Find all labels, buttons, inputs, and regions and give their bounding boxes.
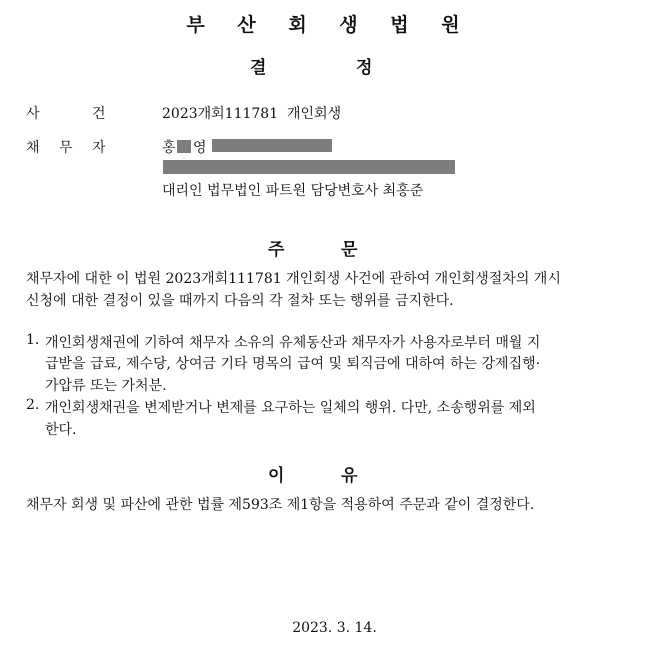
debtor-label-2: 무: [59, 140, 73, 156]
order-item-1-number: 1.: [26, 332, 40, 348]
debtor-name-last: 영: [193, 140, 207, 156]
redacted-address-block: [163, 160, 455, 174]
decision-date: 2023. 3. 14.: [292, 620, 377, 636]
order-item-2-line-1: 개인회생채권을 변제받거나 변제를 요구하는 일체의 행위. 다만, 소송행위를 제외: [45, 400, 536, 416]
reason-heading-right: 유: [341, 466, 358, 486]
debtor-label-1: 채: [26, 140, 40, 156]
order-item-2-line-2: 한다.: [45, 422, 77, 438]
redacted-id-block: [212, 139, 332, 152]
debtor-label-3: 자: [92, 140, 106, 156]
redacted-name-block: [177, 140, 191, 153]
order-heading-left: 주: [268, 240, 285, 260]
order-heading-right: 문: [341, 240, 358, 260]
order-item-1-line-1: 개인회생채권에 기하여 채무자 소유의 유체동산과 채무자가 사용자로부터 매월 지: [45, 335, 541, 351]
case-label-1: 사: [26, 106, 40, 122]
order-item-1-line-3: 가압류 또는 가처분.: [45, 378, 167, 394]
case-number: 2023개회111781 개인회생: [162, 106, 342, 122]
order-paragraph-line-2: 신청에 대한 결정이 있을 때까지 다음의 각 절차 또는 행위를 금지한다.: [26, 293, 454, 309]
reason-heading-left: 이: [268, 466, 285, 486]
reason-text: 채무자 회생 및 파산에 관한 법률 제593조 제1항을 적용하여 주문과 같이 결정한다.: [26, 497, 535, 513]
decision-title-left: 결: [250, 58, 267, 78]
case-label-2: 건: [92, 106, 106, 122]
order-paragraph-line-1: 채무자에 대한 이 법원 2023개회111781 개인회생 사건에 관하여 개인회생절차의 개시: [26, 271, 561, 287]
decision-title-right: 정: [356, 58, 373, 78]
court-name: 부 산 회 생 법 원: [186, 14, 473, 36]
debtor-representative: 대리인 법무법인 파트원 담당변호사 최홍준: [162, 183, 424, 199]
debtor-name-first: 홍: [162, 140, 176, 156]
order-item-2-number: 2.: [26, 397, 40, 413]
order-item-1-line-2: 급받을 급료, 제수당, 상여금 기타 명목의 급여 및 퇴직금에 대하여 하는 강제집행·: [45, 356, 541, 372]
